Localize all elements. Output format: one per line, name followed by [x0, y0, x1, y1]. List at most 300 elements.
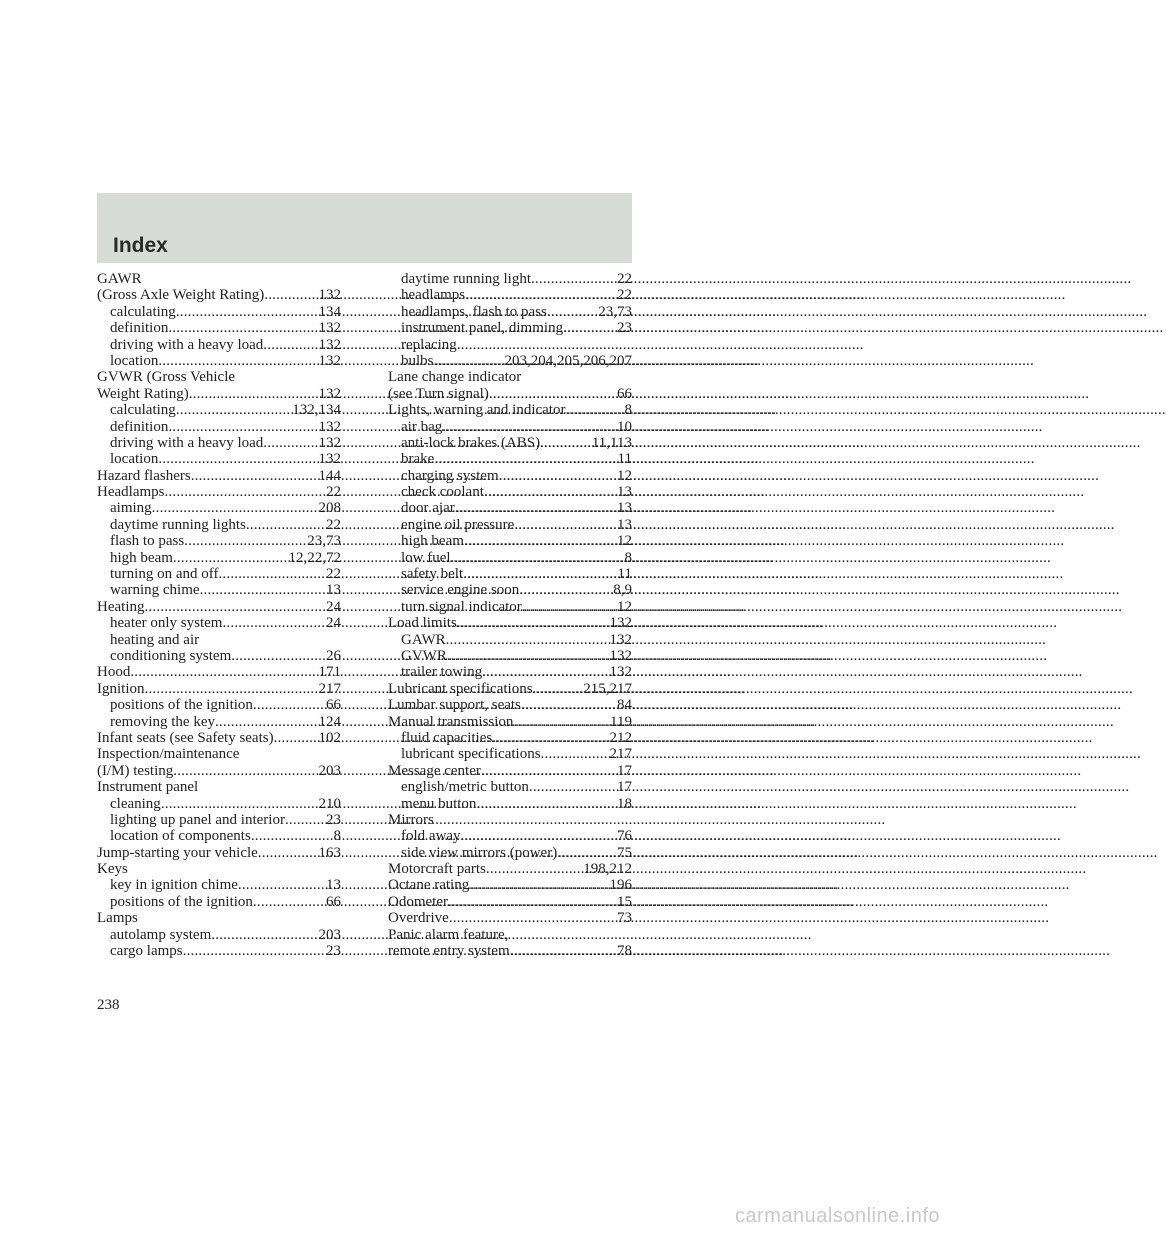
index-subentry	[388, 500, 632, 516]
dot-leader	[541, 746, 610, 762]
entry-page-ref: 73	[617, 910, 632, 927]
entry-term: Lights, warning and indicator	[388, 402, 566, 419]
entry-term: Hazard flashers	[97, 467, 191, 484]
entry-term: Overdrive	[388, 910, 449, 927]
entry-term: Lumbar support, seats	[388, 697, 521, 714]
dot-leader	[152, 500, 319, 516]
index-entry	[388, 861, 632, 877]
index-subentry	[388, 517, 632, 533]
index-entry	[97, 730, 341, 746]
dot-leader	[176, 304, 319, 320]
index-entry	[388, 894, 632, 910]
entry-page-ref: 17	[617, 779, 632, 796]
dot-leader	[519, 582, 613, 598]
section-title: Index	[113, 234, 168, 257]
entry-term: air bag	[401, 418, 443, 435]
entry-page-ref: 8	[624, 549, 632, 566]
entry-term: (I/M) testing	[97, 762, 174, 779]
dot-leader	[144, 599, 326, 615]
entry-term: bulbs	[401, 352, 434, 369]
index-entry	[388, 812, 632, 828]
dot-leader	[447, 648, 610, 664]
entry-term: Odometer	[388, 893, 448, 910]
dot-leader	[263, 337, 318, 353]
dot-leader	[451, 550, 625, 566]
entry-term: key in ignition chime	[110, 877, 238, 894]
entry-term: (see Turn signal)	[388, 385, 489, 402]
entry-page-ref: 210	[318, 795, 341, 812]
dot-leader	[215, 714, 319, 730]
index-subentry	[388, 779, 632, 795]
entry-page-ref: 23,73	[307, 533, 341, 550]
entry-term: english/metric button	[401, 779, 529, 796]
entry-term: trailer towing	[401, 664, 483, 681]
entry-page-ref: 132	[318, 434, 341, 451]
entry-term: Panic alarm feature,	[388, 926, 509, 943]
dot-leader	[164, 484, 326, 500]
dot-leader	[522, 599, 617, 615]
index-subentry	[97, 435, 341, 451]
index-entry	[97, 779, 341, 795]
entry-term: headlamps, flash to pass	[401, 303, 547, 320]
index-entry	[388, 369, 632, 385]
entry-term: Weight Rating)	[97, 385, 189, 402]
index-subentry	[388, 320, 632, 336]
index-subentry	[388, 533, 632, 549]
dot-leader	[448, 894, 617, 910]
index-entry	[97, 746, 341, 762]
dot-leader	[482, 664, 609, 680]
index-subentry	[97, 320, 341, 336]
index-entry	[388, 615, 632, 631]
entry-page-ref: 132	[318, 352, 341, 369]
entry-term: safety belt	[401, 566, 464, 583]
index-subentry	[388, 271, 632, 287]
index-entry	[388, 763, 632, 779]
entry-page-ref: 124	[318, 713, 341, 730]
index-subentry	[97, 812, 341, 828]
entry-page-ref: 23,73	[598, 303, 632, 320]
entry-term: (Gross Axle Weight Rating)	[97, 287, 265, 304]
index-entry	[97, 763, 341, 779]
entry-term: definition	[110, 320, 169, 337]
entry-term: turning on and off	[110, 566, 219, 583]
entry-page-ref: 132	[609, 615, 632, 632]
entry-page-ref: 23	[326, 943, 341, 960]
index-subentry	[97, 419, 341, 435]
entry-page-ref: 11	[617, 566, 632, 583]
index-subentry	[388, 730, 632, 746]
index-entry	[97, 468, 341, 484]
entry-page-ref: 144	[318, 467, 341, 484]
dot-leader	[531, 271, 617, 287]
index-subentry	[97, 550, 341, 566]
index-entry	[97, 287, 341, 303]
dot-leader	[130, 664, 318, 680]
page-number: 238	[97, 997, 120, 1013]
entry-page-ref: 66	[326, 893, 341, 910]
dot-leader	[189, 386, 319, 402]
entry-page-ref: 11,113	[591, 434, 632, 451]
dot-leader	[222, 615, 326, 631]
entry-term: Lamps	[97, 910, 138, 927]
entry-page-ref: 8	[333, 828, 341, 845]
entry-page-ref: 203	[318, 926, 341, 943]
entry-term: Lane change indicator	[388, 369, 522, 386]
entry-term: service engine soon	[401, 582, 520, 599]
entry-page-ref: 22	[617, 271, 632, 287]
index-subentry	[97, 566, 341, 582]
entry-page-ref: 22	[326, 566, 341, 583]
index-subentry	[388, 435, 632, 451]
entry-term: driving with a heavy load	[110, 434, 264, 451]
index-subentry	[97, 533, 341, 549]
index-subentry	[388, 648, 632, 664]
entry-term: Motorcraft parts	[388, 861, 486, 878]
entry-page-ref: 76	[617, 828, 632, 845]
index-entry	[97, 386, 341, 402]
entry-term: heating and air	[110, 631, 200, 648]
entry-page-ref: 8	[624, 402, 632, 419]
entry-term: driving with a heavy load	[110, 336, 264, 353]
index-subentry	[388, 845, 632, 861]
dot-leader	[521, 697, 617, 713]
entry-page-ref: 217	[609, 746, 632, 763]
index-subentry	[388, 828, 632, 844]
index-entry	[388, 877, 632, 893]
entry-page-ref: 12	[617, 598, 632, 615]
entry-page-ref: 12	[617, 467, 632, 484]
entry-page-ref: 203	[318, 762, 341, 779]
index-subentry	[97, 927, 341, 943]
index-entry	[388, 910, 632, 926]
entry-term: calculating	[110, 402, 176, 419]
index-entry	[388, 697, 632, 713]
entry-page-ref: 203,204,205,206,207	[504, 352, 632, 369]
dot-leader	[158, 353, 318, 369]
entry-term: lighting up panel and interior	[110, 811, 285, 828]
entry-term: menu button	[401, 795, 477, 812]
entry-term: warning chime	[110, 582, 200, 599]
dot-leader	[434, 353, 505, 369]
dot-leader	[455, 500, 617, 516]
entry-page-ref: 12	[617, 533, 632, 550]
entry-page-ref: 66	[326, 697, 341, 714]
index-subentry	[97, 500, 341, 516]
dot-leader	[176, 402, 292, 418]
entry-page-ref: 10	[617, 418, 632, 435]
dot-leader	[442, 419, 617, 435]
index-subentry	[97, 894, 341, 910]
entry-term: positions of the ignition	[110, 697, 253, 714]
index-entry	[388, 714, 632, 730]
entry-term: replacing	[401, 336, 457, 353]
index-entry	[97, 271, 341, 287]
entry-term: aiming	[110, 500, 152, 517]
dot-leader	[168, 419, 318, 435]
index-subentry	[388, 550, 632, 566]
entry-term: headlamps	[401, 287, 466, 304]
entry-term: Ignition	[97, 680, 145, 697]
entry-term: flash to pass	[110, 533, 185, 550]
entry-term: engine oil pressure	[401, 516, 515, 533]
index-entry	[97, 861, 341, 877]
entry-page-ref: 132	[318, 385, 341, 402]
index-entry	[97, 664, 341, 680]
entry-term: GAWR	[401, 631, 446, 648]
entry-page-ref: 78	[617, 943, 632, 960]
entry-term: Headlamps	[97, 484, 165, 501]
entry-term: turn signal indicator	[401, 598, 522, 615]
index-entry	[97, 369, 341, 385]
index-subentry	[97, 353, 341, 369]
index-subentry	[388, 304, 632, 320]
dot-leader	[274, 730, 319, 746]
dot-leader	[434, 451, 617, 467]
entry-term: lubricant specifications	[401, 746, 541, 763]
dot-leader	[173, 550, 289, 566]
index-subentry	[388, 664, 632, 680]
entry-term: side view mirrors (power)	[401, 844, 558, 861]
entry-term: Lubricant specifications	[388, 680, 533, 697]
dot-leader	[464, 533, 617, 549]
entry-page-ref: 196	[609, 877, 632, 894]
entry-page-ref: 215,217	[583, 680, 632, 697]
dot-leader	[510, 943, 617, 959]
entry-page-ref: 212	[609, 729, 632, 746]
entry-page-ref: 17	[617, 762, 632, 779]
entry-page-ref: 132	[318, 451, 341, 468]
entry-term: low fuel	[401, 549, 451, 566]
index-subentry	[97, 451, 341, 467]
index-subentry	[388, 746, 632, 762]
dot-leader	[469, 877, 609, 893]
entry-page-ref: 198,212	[583, 861, 632, 878]
dot-leader	[461, 828, 617, 844]
watermark: carmanualsonline.info	[734, 1205, 940, 1227]
dot-leader	[184, 533, 307, 549]
index-subentry	[388, 468, 632, 484]
index-subentry	[97, 582, 341, 598]
dot-leader	[476, 796, 617, 812]
entry-term: fold away	[401, 828, 461, 845]
index-subentry	[97, 615, 341, 631]
entry-term: Load limits	[388, 615, 457, 632]
index-column-right	[388, 271, 632, 959]
index-entry	[97, 599, 341, 615]
dot-leader	[145, 681, 319, 697]
index-subentry	[388, 451, 632, 467]
index-subentry	[97, 943, 341, 959]
entry-term: daytime running lights	[110, 516, 246, 533]
index-subentry	[388, 353, 632, 369]
dot-leader	[183, 943, 326, 959]
entry-page-ref: 13	[617, 516, 632, 533]
dot-leader	[463, 566, 617, 582]
index-entry	[97, 484, 341, 500]
dot-leader	[173, 763, 318, 779]
entry-term: cargo lamps	[110, 943, 183, 960]
dot-leader	[264, 287, 318, 303]
entry-term: calculating	[110, 303, 176, 320]
entry-page-ref: 132	[318, 287, 341, 304]
index-subentry	[388, 582, 632, 598]
entry-term: location of components	[110, 828, 251, 845]
entry-term: Inspection/maintenance	[97, 746, 240, 763]
entry-term: anti-lock brakes (ABS)	[401, 434, 541, 451]
dot-leader	[563, 320, 617, 336]
index-subentry	[97, 714, 341, 730]
entry-term: Message center	[388, 762, 481, 779]
dot-leader	[465, 287, 617, 303]
index-subentry	[97, 402, 341, 418]
entry-page-ref: 217	[318, 680, 341, 697]
entry-page-ref: 18	[617, 795, 632, 812]
index-subentry	[388, 599, 632, 615]
dot-leader	[547, 304, 598, 320]
entry-page-ref: 26	[326, 647, 341, 664]
index-entry	[388, 943, 632, 959]
entry-term: high beam	[110, 549, 173, 566]
dot-leader	[489, 386, 617, 402]
index-entry	[97, 845, 341, 861]
entry-page-ref: 66	[617, 385, 632, 402]
entry-page-ref: 13	[326, 877, 341, 894]
dot-leader	[492, 730, 609, 746]
index-subentry	[97, 697, 341, 713]
entry-page-ref: 132	[318, 418, 341, 435]
entry-term: heater only system	[110, 615, 223, 632]
index-subentry	[388, 337, 632, 353]
entry-term: daytime running light	[401, 271, 531, 287]
dot-leader	[191, 468, 319, 484]
entry-term: GVWR	[401, 647, 447, 664]
index-subentry	[388, 419, 632, 435]
section-header-band	[97, 193, 632, 263]
entry-page-ref: 24	[326, 615, 341, 632]
entry-term: fluid capacities	[401, 729, 493, 746]
entry-page-ref: 24	[326, 598, 341, 615]
index-subentry	[97, 796, 341, 812]
dot-leader	[533, 681, 584, 697]
entry-term: brake	[401, 451, 435, 468]
dot-leader	[529, 779, 617, 795]
dot-leader	[565, 402, 624, 418]
dot-leader	[449, 910, 617, 926]
index-column-left	[97, 271, 341, 959]
index-subentry	[97, 648, 341, 664]
entry-page-ref: 208	[318, 500, 341, 517]
entry-term: Jump-starting your vehicle	[97, 844, 258, 861]
dot-leader	[285, 812, 326, 828]
index-entry	[97, 910, 341, 926]
dot-leader	[481, 763, 617, 779]
dot-leader	[253, 894, 326, 910]
entry-term: GAWR	[97, 271, 142, 287]
index-subentry	[97, 517, 341, 533]
dot-leader	[484, 484, 617, 500]
entry-term: Mirrors	[388, 811, 434, 828]
dot-leader	[161, 796, 319, 812]
entry-page-ref: 22	[326, 516, 341, 533]
dot-leader	[211, 927, 318, 943]
dot-leader	[200, 582, 326, 598]
entry-term: remote entry system	[388, 943, 510, 960]
index-subentry	[97, 828, 341, 844]
entry-term: removing the key	[110, 713, 215, 730]
dot-leader	[457, 615, 610, 631]
entry-term: Octane rating	[388, 877, 470, 894]
index-entry	[388, 402, 632, 418]
index-entry	[97, 681, 341, 697]
entry-page-ref: 13	[617, 484, 632, 501]
index-subentry	[97, 304, 341, 320]
entry-page-ref: 13	[617, 500, 632, 517]
dot-leader	[253, 697, 326, 713]
index-subentry	[388, 484, 632, 500]
entry-term: door ajar	[401, 500, 455, 517]
entry-term: positions of the ignition	[110, 893, 253, 910]
entry-term: location	[110, 451, 159, 468]
dot-leader	[514, 517, 617, 533]
index-subentry	[97, 337, 341, 353]
index-subentry	[388, 287, 632, 303]
index-entry	[388, 927, 632, 943]
entry-page-ref: 119	[610, 713, 632, 730]
dot-leader	[486, 861, 583, 877]
entry-page-ref: 171	[318, 664, 341, 681]
entry-page-ref: 11	[617, 451, 632, 468]
entry-term: high beam	[401, 533, 464, 550]
dot-leader	[231, 648, 326, 664]
entry-term: Heating	[97, 598, 145, 615]
entry-page-ref: 23	[326, 811, 341, 828]
entry-term: check coolant	[401, 484, 484, 501]
dot-leader	[513, 714, 610, 730]
entry-page-ref: 163	[318, 844, 341, 861]
entry-page-ref: 132	[609, 664, 632, 681]
entry-term: cleaning	[110, 795, 161, 812]
entry-page-ref: 132	[318, 320, 341, 337]
dot-leader	[246, 517, 326, 533]
dot-leader	[258, 845, 319, 861]
index-entry	[388, 386, 632, 402]
entry-page-ref: 12,22,72	[288, 549, 341, 566]
dot-leader	[446, 632, 610, 648]
entry-term: Keys	[97, 861, 128, 878]
entry-page-ref: 75	[617, 844, 632, 861]
entry-term: Hood	[97, 664, 131, 681]
entry-page-ref: 134	[318, 303, 341, 320]
entry-term: autolamp system	[110, 926, 212, 943]
entry-page-ref: 132	[318, 336, 341, 353]
dot-leader	[218, 566, 326, 582]
entry-term: Infant seats (see Safety seats)	[97, 729, 274, 746]
entry-term: GVWR (Gross Vehicle	[97, 369, 236, 386]
dot-leader	[499, 468, 617, 484]
entry-term: conditioning system	[110, 647, 232, 664]
entry-term: charging system	[401, 467, 499, 484]
entry-page-ref: 23	[617, 320, 632, 337]
index-subentry	[97, 632, 341, 648]
index-subentry	[388, 796, 632, 812]
dot-leader	[263, 435, 318, 451]
entry-page-ref: 8,9	[613, 582, 632, 599]
entry-term: instrument panel, dimming	[401, 320, 564, 337]
index-subentry	[97, 877, 341, 893]
index-subentry	[388, 566, 632, 582]
entry-page-ref: 132	[609, 631, 632, 648]
